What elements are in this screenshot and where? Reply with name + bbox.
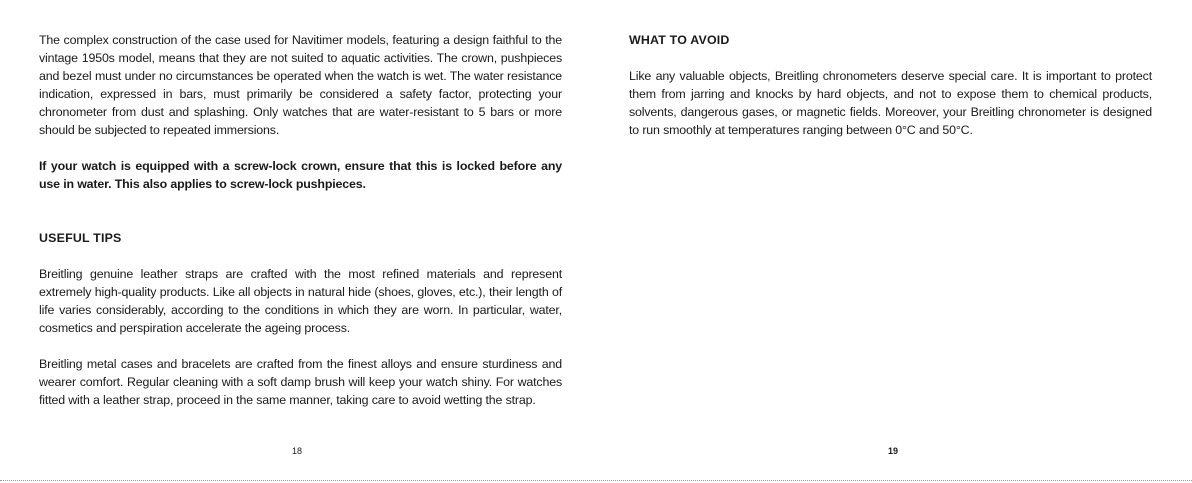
right-page xyxy=(596,0,1192,483)
metal-cases-paragraph: Breitling metal cases and bracelets are crafted from the finest alloys and ensure sturdiness and wearer comfort. Regular cleaning with a soft damp brush will keep your watch shiny. For watches fitted with a leather strap, proceed in the same manner, taking care to avoid wetting the strap. xyxy=(39,357,562,407)
navitimer-water-paragraph: The complex construction of the case used for Navitimer models, featuring a design faithful to the vintage 1950s model, means that they are not suited to aquatic activities. The crown, pushpieces and bezel must under no circumstances be operated when the watch is wet. The water resistance indication, expressed in bars, must primarily be considered a safety factor, protecting your chronometer from dust and splashing. Only watches that are water-resistant to 5 bars or more should be subjected to repeated immersions. xyxy=(39,33,562,137)
screw-lock-warning: If your watch is equipped with a screw-lock crown, ensure that this is locked before any use in water. This also applies to screw-lock pushpieces. xyxy=(39,159,562,191)
useful-tips-heading: USEFUL TIPS xyxy=(39,231,122,245)
page-edge-dotted-line xyxy=(0,480,1192,481)
right-page-text-column xyxy=(629,31,1152,139)
page-number-right: 19 xyxy=(888,446,899,456)
page-number-left: 18 xyxy=(292,446,303,456)
what-to-avoid-heading: WHAT TO AVOID xyxy=(629,33,730,47)
leather-straps-paragraph: Breitling genuine leather straps are crafted with the most refined materials and represent extremely high-quality products. Like all objects in natural hide (shoes, gloves, etc.), their length of life varies considerably, according to the conditions in which they are worn. In particular, water, cosmetics and perspiration accelerate the ageing process. xyxy=(39,267,562,335)
left-page-text-column xyxy=(39,31,562,409)
what-to-avoid-paragraph: Like any valuable objects, Breitling chronometers deserve special care. It is important to protect them from jarring and knocks by hard objects, and not to expose them to chemical products, solvents, dangerous gases, or magnetic fields. Moreover, your Breitling chronometer is designed to run smoothly at temperatures ranging between 0°C and 50°C. xyxy=(629,69,1152,137)
